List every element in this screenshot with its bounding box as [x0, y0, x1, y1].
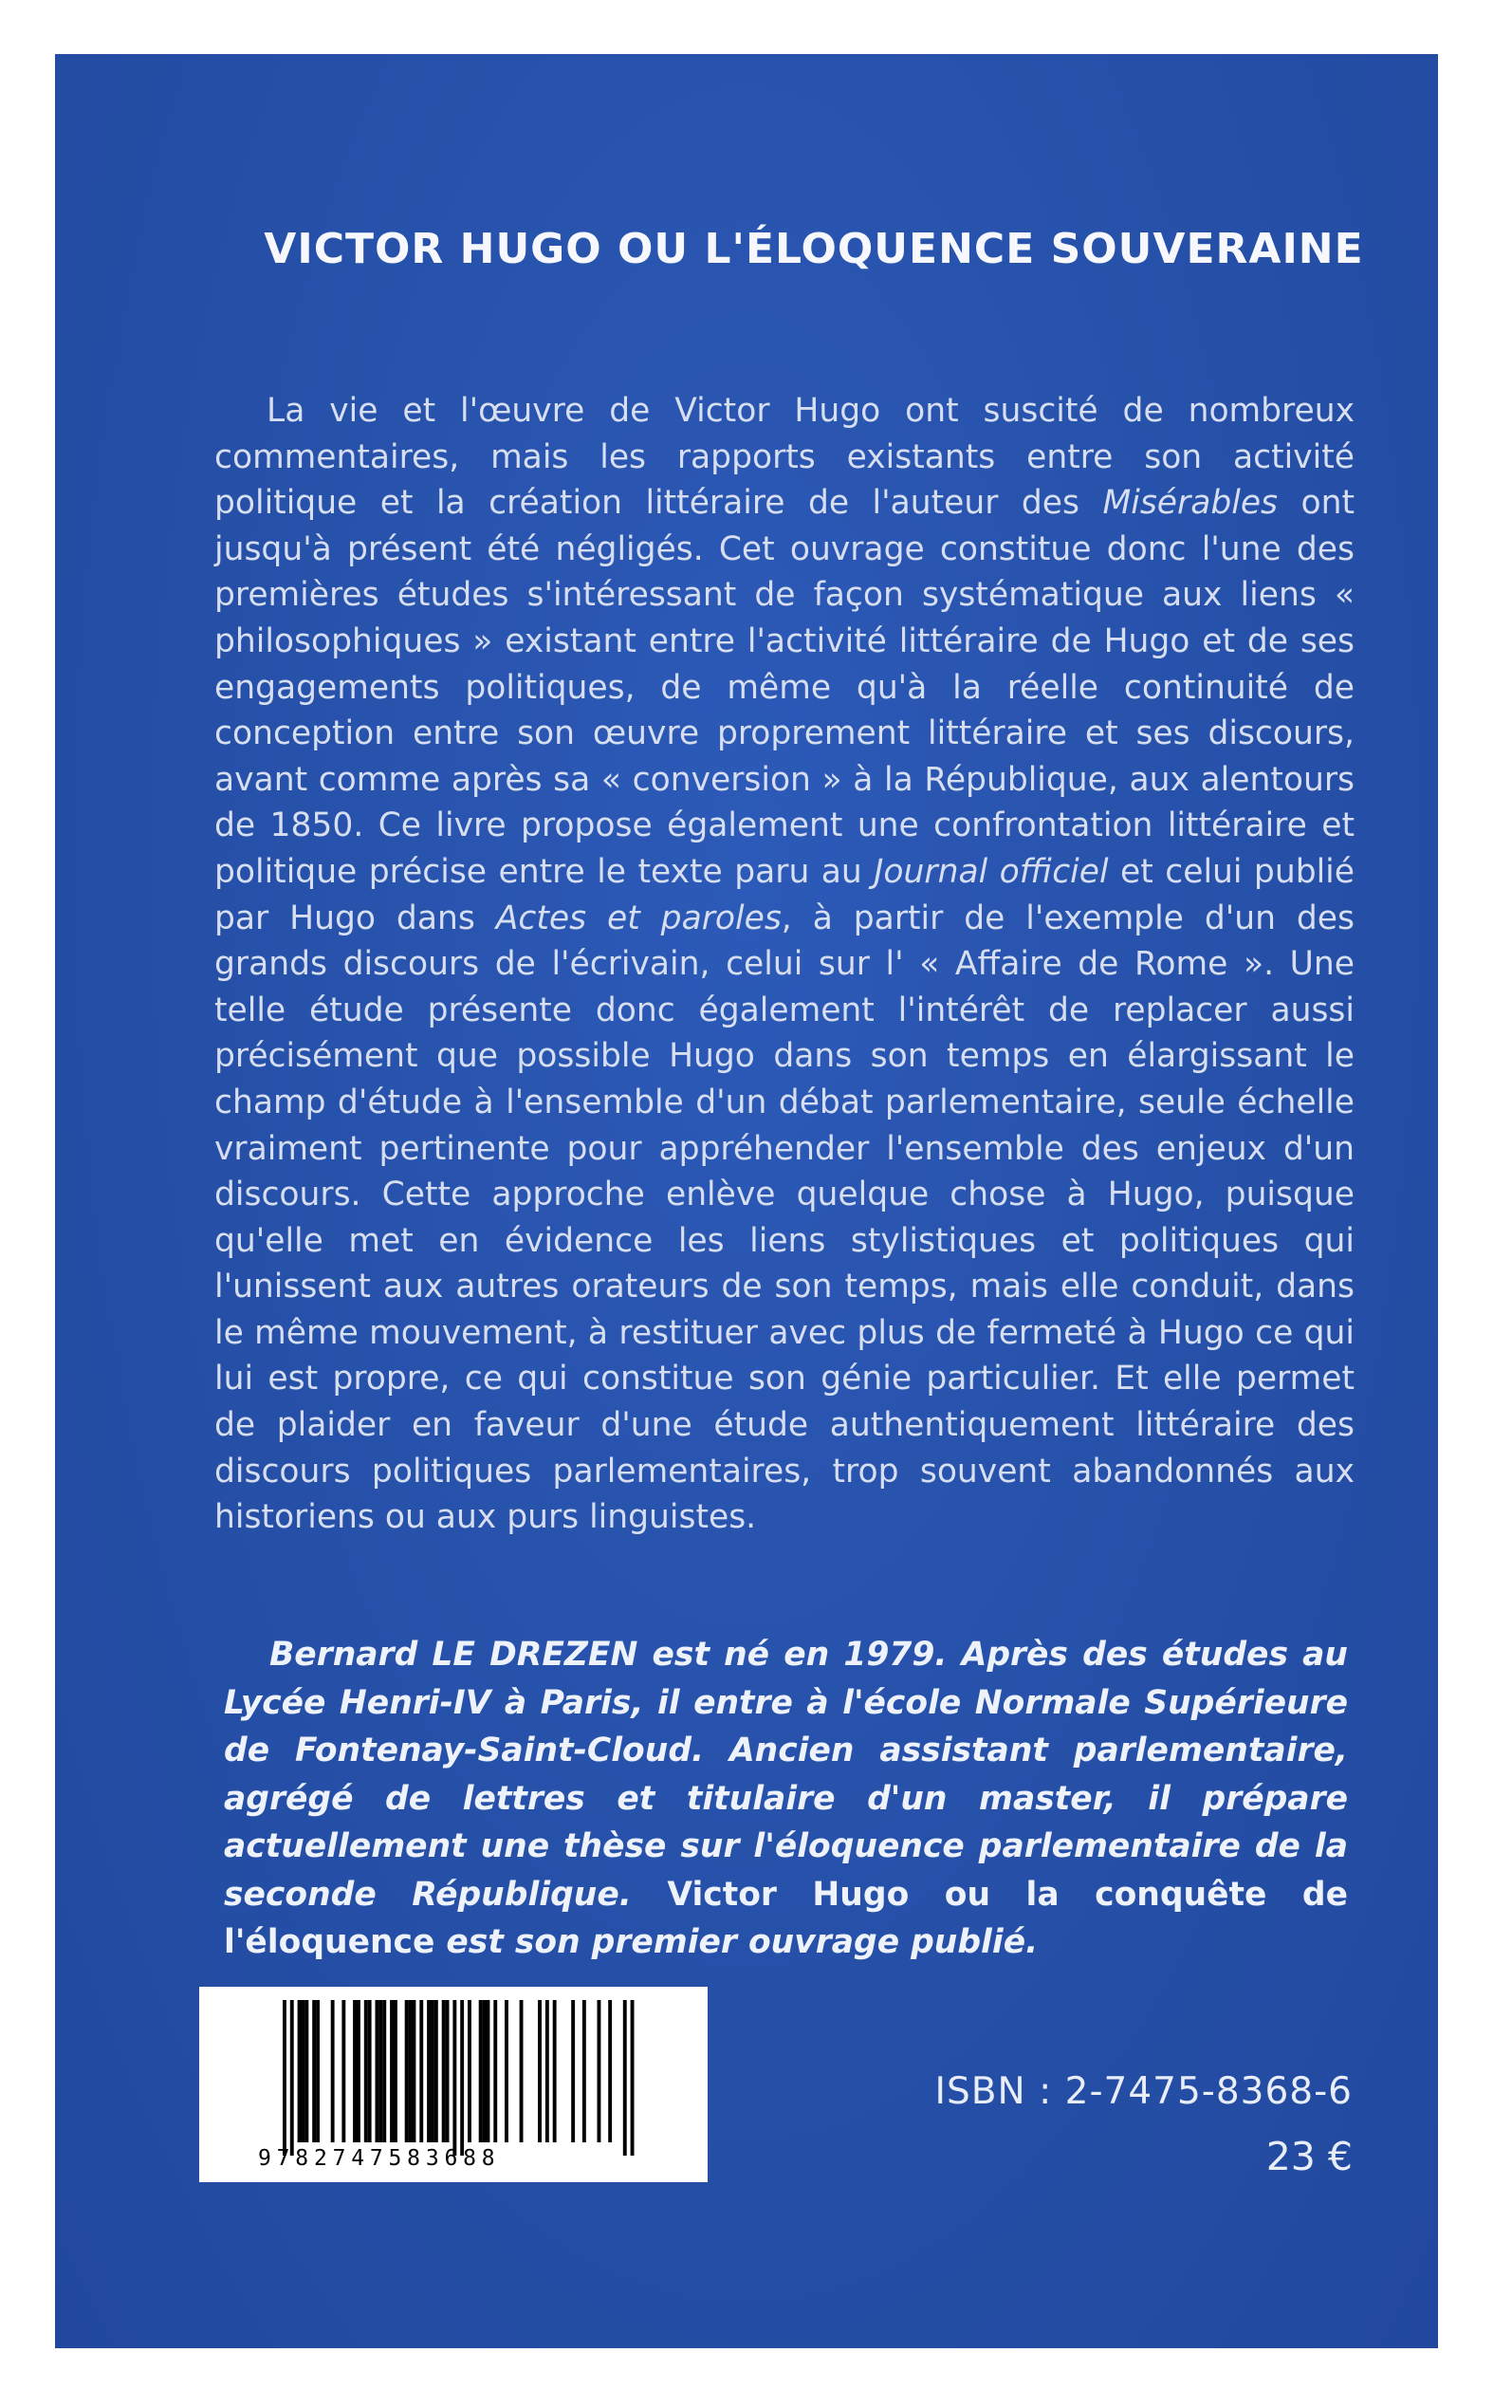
bio-text: est son premier ouvrage publié.	[434, 1923, 1039, 1961]
barcode-bar	[331, 2000, 335, 2142]
book-reference: Victor Hugo ou la conquête de l'éloquence	[224, 1875, 1348, 1961]
barcode-bar	[413, 2000, 416, 2142]
barcode-bar	[487, 2000, 490, 2142]
barcode-bar	[283, 2000, 286, 2156]
barcode-bar	[505, 2000, 508, 2142]
barcode-bar	[394, 2000, 397, 2142]
barcode-bar	[582, 2000, 586, 2142]
barcode-bar	[598, 2000, 601, 2142]
synopsis-text: et celui publié par Hugo dans	[214, 852, 1355, 937]
barcode-bar	[290, 2000, 294, 2156]
author-bio	[224, 1631, 1348, 1967]
barcode-bar	[452, 2000, 456, 2156]
barcode-bar	[341, 2000, 345, 2142]
barcode-bar	[390, 2000, 394, 2142]
isbn: ISBN : 2-7475-8368-6	[934, 2070, 1353, 2113]
barcode-bar	[376, 2000, 379, 2142]
barcode-bar	[427, 2000, 431, 2142]
synopsis-paragraph	[214, 388, 1355, 1541]
barcode-bar	[419, 2000, 423, 2142]
synopsis-text: , à partir de l'exemple d'un des grands discours de l'écrivain, celui sur l' « Affaire de Rome ». Une telle étude présente donc également l'intérêt de replacer aussi précisément que possible Hugo dans son temps en élargissant le champ d'étude à l'ensemble d'un débat parlementaire, seule échelle vraiment pertinente pour appréhender l'ensemble des enjeux d'un discours. Cette approche enlève quelque chose à Hugo, puisque qu'elle met en évidence les liens stylistiques et politiques qui l'unissent aux autres orateurs de son temps, mais elle conduit, dans le même mouvement, à restituer avec plus de fermeté à Hugo ce qui lui est propre, ce qui constitue son génie particulier. Et elle permet de plaider en faveur d'une étude authentiquement littéraire des discours politiques parlementaires, trop souvent abandonnés aux historiens ou aux purs linguistes.	[214, 898, 1355, 1537]
barcode-bar	[302, 2000, 305, 2142]
barcode-bar	[608, 2000, 612, 2142]
barcode-bar	[538, 2000, 542, 2142]
synopsis-text: La vie et l'œuvre de Victor Hugo ont suscité de nombreux commentaires, mais les rapports existants entre son activité politique et la création littéraire de l'auteur des	[214, 392, 1355, 523]
barcode-bar	[409, 2000, 413, 2142]
book-reference: Actes et paroles	[495, 898, 782, 937]
barcode-bar	[316, 2000, 320, 2142]
barcode-bar	[382, 2000, 386, 2142]
barcode-bar	[493, 2000, 497, 2142]
bio-text: Bernard LE DREZEN est né en 1979. Après des études au Lycée Henri-IV à Paris, il entre à l'école Normale Supérieure de Fontenay-Saint-Cloud. Ancien assistant parlementaire, agrégé de lettres et titulaire d'un master, il prépare actuellement une thèse sur l'éloquence parlementaire de la seconde République.	[224, 1636, 1348, 1914]
barcode-bar	[364, 2000, 368, 2142]
book-reference: Misérables	[1102, 484, 1279, 523]
barcode-bar	[483, 2000, 487, 2142]
barcode-bar	[442, 2000, 446, 2142]
barcode-bar	[623, 2000, 627, 2156]
barcode-bar	[434, 2000, 438, 2142]
barcode-bar	[405, 2000, 409, 2142]
barcode-bar	[312, 2000, 316, 2142]
barcode-bar	[298, 2000, 302, 2142]
back-cover	[55, 54, 1438, 2348]
barcode-bar	[460, 2000, 464, 2156]
barcode-bar	[304, 2000, 308, 2142]
barcode-number: 9782747583688	[258, 2146, 501, 2171]
book-title: VICTOR HUGO OU L'ÉLOQUENCE SOUVERAINE	[264, 225, 1364, 273]
barcode-bar	[571, 2000, 575, 2142]
barcode	[199, 1987, 708, 2182]
barcode-bar	[368, 2000, 372, 2142]
book-reference: Journal officiel	[874, 852, 1109, 891]
barcode-bar	[479, 2000, 483, 2142]
barcode-bar	[631, 2000, 635, 2156]
barcode-bar	[545, 2000, 549, 2142]
barcode-bar	[520, 2000, 524, 2142]
barcode-bar	[353, 2000, 357, 2142]
barcode-bar	[446, 2000, 450, 2142]
synopsis-text: ont jusqu'à présent été négligés. Cet ouvrage constitue donc l'une des premières études s'intéressant de façon systématique aux liens « philosophiques » existant entre l'activité littéraire de Hugo et de ses engagements politiques, de même qu'à la réelle continuité de conception entre son œuvre proprement littéraire et ses discours, avant comme après sa « conversion » à la République, aux alentours de 1850. Ce livre propose également une confrontation littéraire et politique précise entre le texte paru au	[214, 484, 1355, 891]
barcode-bar	[357, 2000, 360, 2142]
barcode-bar	[378, 2000, 382, 2142]
barcode-bar	[431, 2000, 434, 2142]
barcode-bar	[468, 2000, 471, 2142]
barcode-bar	[553, 2000, 557, 2142]
price: 23 €	[1265, 2134, 1353, 2179]
